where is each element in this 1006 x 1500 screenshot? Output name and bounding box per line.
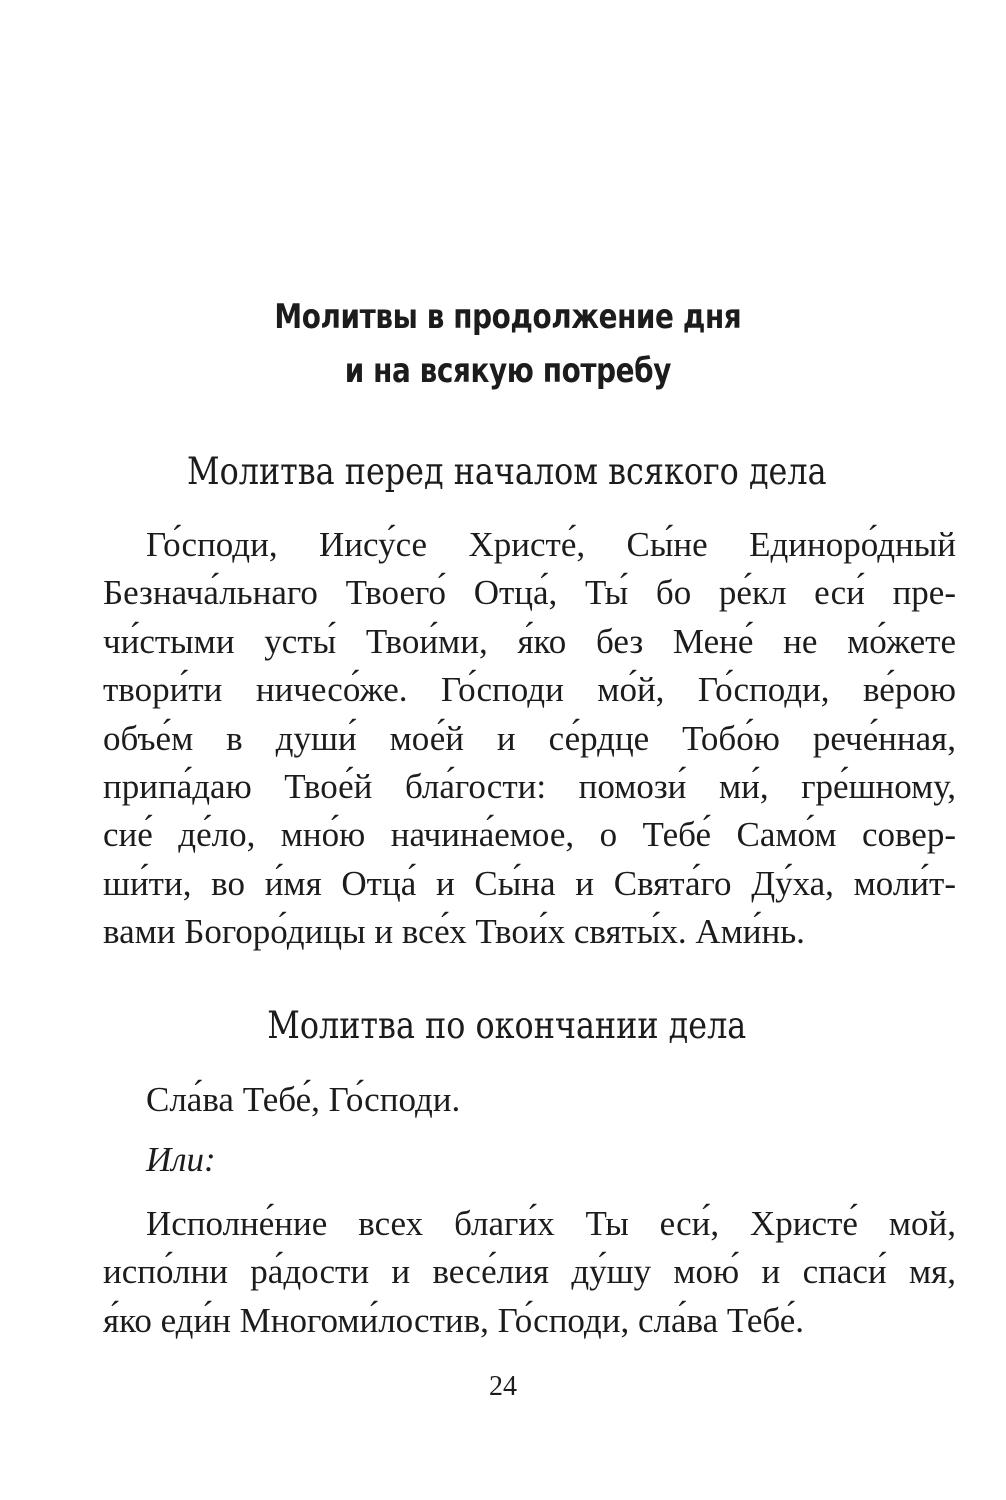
prayer-text-glory: Сла́ва Тебе́, Го́споди. — [146, 1080, 461, 1119]
prayer-heading-before-work: Молитва перед началом всякого дела — [187, 450, 827, 493]
text-line: я́ко еди́н Многоми́лостив, Го́споди, сла́ва Тебе́. — [103, 1300, 805, 1340]
text-line: припа́даю Твое́й бла́гости: помози́ ми́, гре́шному, — [103, 767, 956, 807]
section-title — [95, 290, 920, 398]
text-line: испо́лни ра́дости и весе́лия ду́шу мою́ и спаси́ мя, — [103, 1252, 956, 1292]
alternative-label: Или: — [146, 1140, 216, 1179]
section-title-line: Молитвы в продолжение дня — [274, 297, 742, 337]
page-number: 24 — [489, 1371, 517, 1402]
text-line: Го́споди, Иису́се Христе́, Сы́не Единоро́дный — [146, 525, 956, 564]
section-title-line: и на всякую потребу — [344, 351, 672, 391]
prayer-heading-after-work: Молитва по окончании дела — [267, 1004, 747, 1047]
text-line: вами Богоро́дицы и все́х Твои́х святы́х. Ами́нь. — [103, 912, 805, 952]
prayer-text-before-work — [103, 521, 956, 957]
text-line: твори́ти ничесо́же. Го́споди мо́й, Го́споди, ве́рою — [103, 670, 956, 710]
text-line: чи́стыми усты́ Твои́ми, я́ко без Мене́ не мо́жете — [103, 621, 956, 661]
text-line: ши́ти, во и́мя Отца́ и Сы́на и Свята́го Ду́ха, моли́т- — [103, 863, 956, 903]
text-line: Исполне́ние всех благи́х Ты еси́, Христе́ мой, — [146, 1204, 956, 1243]
text-line: объе́м в души́ мое́й и се́рдце Тобо́ю рече́нная, — [103, 718, 956, 758]
text-line: сие́ де́ло, мно́ю начина́емое, о Тебе́ Само́м совер- — [103, 815, 956, 855]
prayer-text-after-work — [103, 1200, 956, 1345]
text-line: Безнача́льнаго Твоего́ Отца́, Ты́ бо ре́кл еси́ пре- — [103, 573, 956, 613]
